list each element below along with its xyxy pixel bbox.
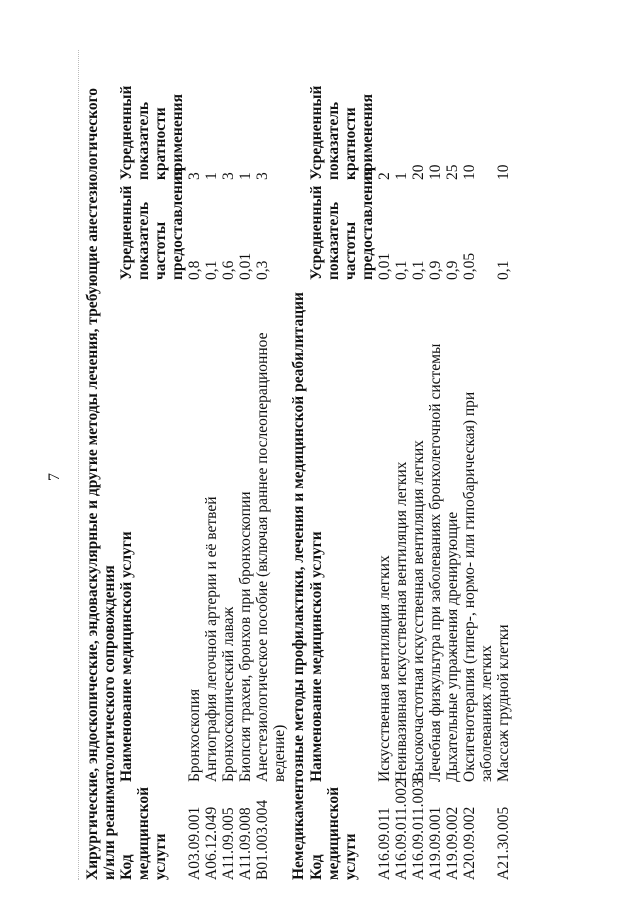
table-row-name-cont: ведение): [271, 724, 288, 782]
table-row-name: Биопсия трахеи, бронхов при бронхоскопии: [237, 491, 254, 782]
table-row-mult: 1: [203, 172, 220, 180]
table-row-name: Бронхоскопия: [186, 688, 203, 782]
table-row-code: A16.09.011.003: [410, 780, 427, 880]
table-row-mult: 3: [220, 172, 237, 180]
table-row-freq: 0,1: [203, 260, 220, 280]
table-row-mult: 10: [495, 164, 512, 180]
header-mult: показатель: [325, 101, 342, 180]
page-number: 7: [46, 473, 63, 481]
header-mult: кратности: [152, 107, 169, 180]
table-row-freq: 0,01: [237, 252, 254, 280]
table-row-mult: 1: [393, 172, 410, 180]
header-mult: показатель: [135, 101, 152, 180]
table-row-freq: 0,3: [254, 260, 271, 280]
header-code: услуги: [342, 833, 359, 880]
header-freq: показатель: [135, 201, 152, 280]
table-row-freq: 0,05: [461, 252, 478, 280]
table-row-name: Дыхательные упражнения дренирующие: [444, 511, 461, 782]
header-freq: Усредненный: [118, 185, 135, 280]
table-row-name: Анестезиологическое пособие (включая раннее послеоперационное: [254, 332, 271, 782]
table-row-code: A03.09.001: [186, 806, 203, 880]
table-row-mult: 10: [461, 164, 478, 180]
table-row-freq: 0,9: [444, 260, 461, 280]
section2-title: Немедикаментозные методы профилактики, лечения и медицинской реабилитации: [290, 292, 307, 880]
table-row-mult: 1: [237, 172, 254, 180]
table-row-name: Высокочастотная искусственная вентиляция легких: [410, 440, 427, 782]
header-freq: предоставления: [169, 167, 186, 280]
header-code: Код: [118, 854, 135, 880]
section1-title-line2: и/или реаниматологического сопровождения: [101, 565, 118, 880]
table-row-name: Оксигенотерапия (гипер-, нормо- или гипобарическая) при: [461, 391, 478, 782]
header-freq: предоставления: [359, 167, 376, 280]
header-code: Код: [308, 854, 325, 880]
table-row-mult: 2: [376, 172, 393, 180]
table-row-mult: 3: [186, 172, 203, 180]
top-dotted-rule: [78, 50, 79, 880]
section1-title-line1: Хирургические, эндоскопические, эндоваскулярные и другие методы лечения, требующие анестезиологического: [84, 87, 101, 880]
table-row-freq: 0,8: [186, 260, 203, 280]
header-freq: Усредненный: [308, 185, 325, 280]
table-row-code: A21.30.005: [495, 806, 512, 880]
table-row-code: A19.09.001: [427, 806, 444, 880]
header-freq: частоты: [342, 221, 359, 280]
table-row-code: A16.09.011.002: [393, 780, 410, 880]
table-row-mult: 25: [444, 164, 461, 180]
header-mult: Усредненный: [308, 85, 325, 180]
table-row-freq: 0,1: [393, 260, 410, 280]
rotated-page-content: [82, 50, 552, 880]
table-row-mult: 3: [254, 172, 271, 180]
table-row-name: Лечебная физкультура при заболеваниях бронхолегочной системы: [427, 343, 444, 782]
header-freq: частоты: [152, 221, 169, 280]
header-mult: применения: [169, 94, 186, 180]
table-row-code: B01.003.004: [254, 799, 271, 880]
table-row-mult: 20: [410, 164, 427, 180]
header-mult: Усредненный: [118, 85, 135, 180]
header-name: Наименование медицинской услуги: [118, 531, 135, 782]
table-row-freq: 0,9: [427, 260, 444, 280]
header-mult: кратности: [342, 107, 359, 180]
table-row-freq: 0,1: [495, 260, 512, 280]
table-row-code: A06.12.049: [203, 806, 220, 880]
table-row-code: A16.09.011: [376, 807, 393, 880]
table-row-name: Массаж грудной клетки: [495, 624, 512, 782]
header-name: Наименование медицинской услуги: [308, 531, 325, 782]
table-row-name: Неинвазивная искусственная вентиляция легких: [393, 461, 410, 782]
header-mult: применения: [359, 94, 376, 180]
table-row-freq: 0,01: [376, 252, 393, 280]
header-code: услуги: [152, 833, 169, 880]
table-row-mult: 10: [427, 164, 444, 180]
table-row-code: A11.09.005: [220, 807, 237, 880]
table-row-name: Ангиография легочной артерии и её ветвей: [203, 496, 220, 782]
table-row-name: Бронхоскопический лаваж: [220, 606, 237, 782]
table-row-code: A19.09.002: [444, 806, 461, 880]
table-row-freq: 0,6: [220, 260, 237, 280]
table-row-name-cont: заболеваниях легких: [478, 645, 495, 782]
header-freq: показатель: [325, 201, 342, 280]
table-row-code: A20.09.002: [461, 806, 478, 880]
header-code: медицинской: [135, 786, 152, 880]
table-row-code: A11.09.008: [237, 807, 254, 880]
header-code: медицинской: [325, 786, 342, 880]
table-row-name: Искусственная вентиляция легких: [376, 555, 393, 782]
table-row-freq: 0,1: [410, 260, 427, 280]
